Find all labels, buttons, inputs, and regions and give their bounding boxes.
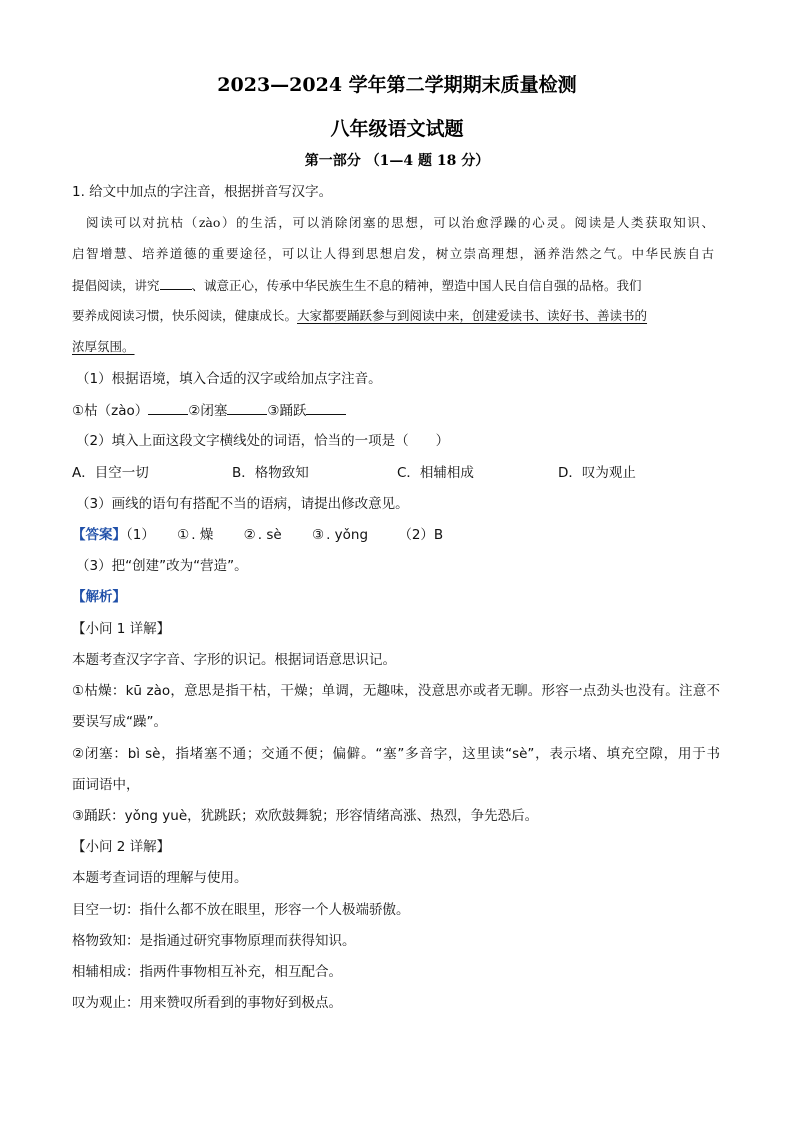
answer-blank-1 bbox=[148, 401, 188, 415]
answer-1-number: ① bbox=[177, 527, 190, 543]
answer-line-2: （3）把“创建”改为“营造”。 bbox=[76, 558, 248, 574]
answer-blank-3 bbox=[306, 401, 346, 415]
option-c: C．相辅相成 bbox=[397, 465, 474, 481]
answer-2: . sè bbox=[257, 527, 282, 543]
detail-1-line-2: ①枯燥：kū zào，意思是指干枯，干燥；单调，无趣味，没意思亦或者无聊。形容一点劲头也没有。注意不 bbox=[72, 683, 720, 699]
detail-2-line-4: 相辅相成：指两件事物相互补充，相互配合。 bbox=[72, 964, 342, 980]
sub-question-3: （3）画线的语句有搭配不当的语病，请提出修改意见。 bbox=[76, 496, 409, 512]
exam-subtitle: 八年级语文试题 bbox=[330, 118, 464, 140]
exam-title: 2023—2024 学年第二学期期末质量检测 bbox=[217, 74, 577, 96]
detail-1-line-3: 要误写成“躁”。 bbox=[72, 714, 167, 730]
passage-line-4-start: 要养成阅读习惯，快乐阅读，健康成长。 bbox=[72, 308, 298, 323]
detail-1-line-4: ②闭塞：bì sè，指堵塞不通；交通不便；偏僻。“塞”多音字，这里读“sè”，表示堵、填充空隙，用于书 bbox=[72, 746, 720, 762]
passage-line-2: 启智增慧、培养道德的重要途径，可以让人得到思想启发，树立崇高理想，涵养浩然之气。中华民族自古 bbox=[72, 246, 714, 261]
detail-1-heading: 【小问 1 详解】 bbox=[72, 621, 171, 637]
analysis-tag: 【解析】 bbox=[72, 589, 126, 605]
passage-line-1: 阅读可以对抗枯（zào）的生活，可以消除闭塞的思想，可以治愈浮躁的心灵。阅读是人类获取知识、 bbox=[86, 215, 714, 230]
answer-1: . 燥 bbox=[191, 527, 214, 543]
item-yongyue: ③踊跃 bbox=[267, 403, 307, 419]
option-b: B．格物致知 bbox=[232, 465, 309, 481]
detail-2-line-2: 目空一切：指什么都不放在眼里，形容一个人极端骄傲。 bbox=[72, 902, 410, 918]
passage-line-5: 浓厚氛围。 bbox=[72, 339, 135, 354]
section-heading: 第一部分 （1—4 题 18 分） bbox=[304, 153, 490, 169]
detail-2-line-5: 叹为观止：用来赞叹所看到的事物好到极点。 bbox=[72, 995, 342, 1011]
detail-1-line-5: 面词语中， bbox=[72, 777, 140, 793]
answer-3: . yǒng bbox=[326, 527, 369, 543]
question-1-stem: 1. 给文中加点的字注音，根据拼音写汉字。 bbox=[72, 184, 333, 200]
passage-line-3-start: 提倡阅读，讲究 bbox=[72, 278, 160, 293]
sub-question-2: （2）填入上面这段文字横线处的词语，恰当的一项是（ ） bbox=[76, 433, 450, 449]
answer-line-1 bbox=[72, 526, 443, 544]
detail-1-line-6: ③踊跃：yǒng yuè，犹跳跃；欢欣鼓舞貌；形容情绪高涨、热烈，争先恐后。 bbox=[72, 808, 539, 824]
answer-part-2: （2）B bbox=[398, 527, 444, 543]
detail-2-line-1: 本题考查词语的理解与使用。 bbox=[72, 870, 248, 886]
answer-blank-2 bbox=[227, 401, 267, 415]
passage-line-3-end: 、诚意正心，传承中华民族生生不息的精神，塑造中国人民自信自强的品格。我们 bbox=[191, 278, 642, 293]
underlined-sentence: 大家都要踊跃参与到阅读中来，创建爱读书、读好书、善读书的 bbox=[297, 308, 648, 323]
detail-2-heading: 【小问 2 详解】 bbox=[72, 839, 171, 855]
answer-part-1-label: （1） bbox=[126, 527, 155, 543]
option-a: A．目空一切 bbox=[72, 465, 149, 481]
sub-question-1-items bbox=[72, 401, 346, 420]
passage-line-4 bbox=[72, 307, 647, 325]
sub-question-1: （1）根据语境，填入合适的汉字或给加点字注音。 bbox=[76, 371, 382, 387]
answer-3-number: ③ bbox=[311, 527, 325, 543]
detail-2-line-3: 格物致知：是指通过研究事物原理而获得知识。 bbox=[72, 933, 356, 949]
answer-2-number: ② bbox=[243, 527, 256, 543]
answer-tag: 【答案】 bbox=[72, 527, 126, 543]
option-d: D．叹为观止 bbox=[558, 465, 636, 481]
item-bise: ②闭塞 bbox=[188, 403, 228, 419]
passage-blank bbox=[160, 276, 192, 290]
item-kuzao: ①枯（zào） bbox=[72, 403, 149, 419]
detail-1-line-1: 本题考查汉字字音、字形的识记。根据词语意思识记。 bbox=[72, 652, 396, 668]
passage-line-3 bbox=[72, 276, 642, 295]
